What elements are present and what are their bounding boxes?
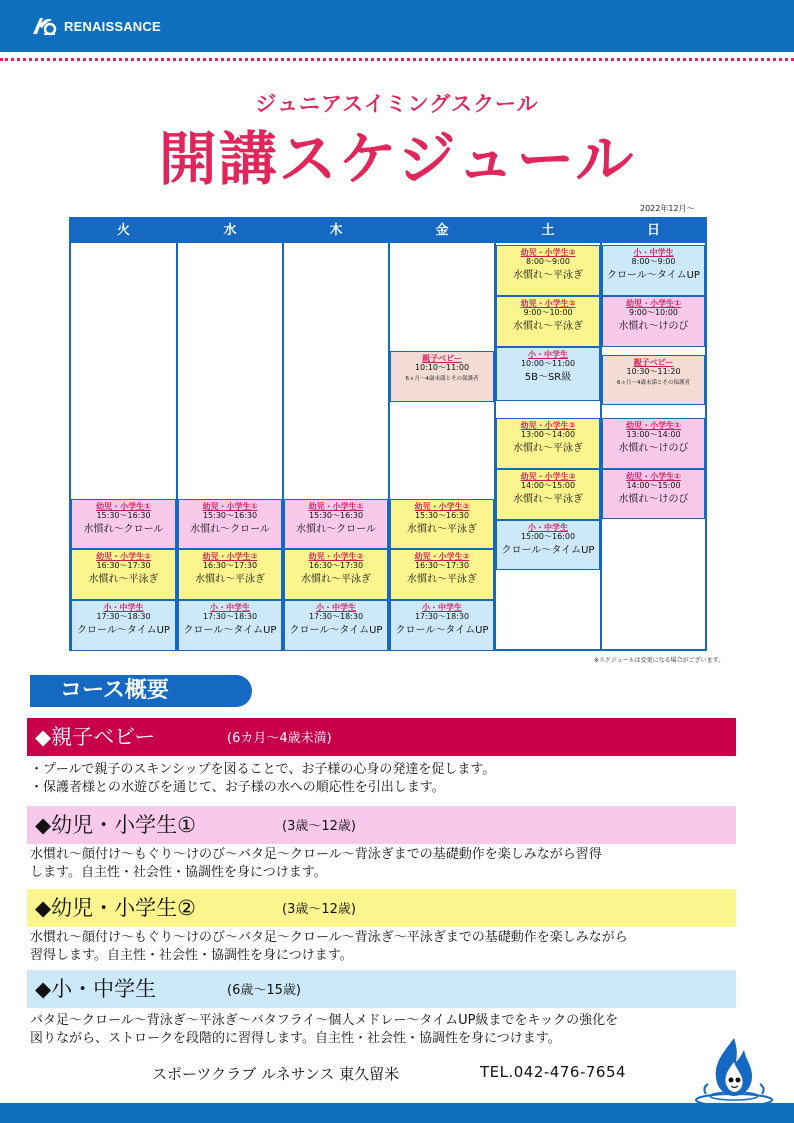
- class-course: 水慣れ～クロール: [190, 524, 270, 535]
- class-title: 幼児・小学生①: [626, 421, 681, 430]
- class-course: クロール～タイムUP: [395, 625, 489, 636]
- club-name: スポーツクラブ ルネサンス 東久留米: [152, 1065, 400, 1083]
- class-block: [496, 520, 600, 570]
- course-ages: (6歳～15歳): [227, 983, 301, 998]
- class-course: 水慣れ～平泳ぎ: [513, 321, 583, 332]
- class-time: 13:00～14:00: [520, 430, 576, 439]
- class-block: [71, 600, 176, 651]
- class-time: 14:00～15:00: [520, 481, 576, 490]
- class-time: 15:30～16:30: [96, 511, 151, 520]
- class-block: [602, 418, 705, 469]
- schedule-note: ※スケジュールは変更になる場合がございます。: [594, 657, 725, 664]
- class-title: 小・中学生: [316, 603, 356, 612]
- class-title: 幼児・小学生②: [96, 552, 151, 561]
- class-block: [602, 296, 705, 347]
- class-block: [496, 469, 600, 520]
- club-phone: TEL.042-476-7654: [480, 1063, 627, 1081]
- class-title: 小・中学生: [210, 603, 250, 612]
- class-title: 小・中学生: [422, 603, 462, 612]
- class-time: 15:00～16:00: [520, 532, 576, 541]
- course-bar-student: [27, 970, 736, 1008]
- day-header-wed: 水: [178, 219, 282, 243]
- class-time: 9:00～10:00: [523, 308, 573, 317]
- class-course: 水慣れ～平泳ぎ: [513, 270, 583, 281]
- class-block: [602, 355, 705, 405]
- class-time: 15:30～16:30: [202, 511, 258, 520]
- class-time: 16:30～17:30: [96, 561, 151, 570]
- class-block: [178, 549, 282, 600]
- description-line: 習得します。自主性・社会性・協調性を身につけます。: [30, 948, 353, 963]
- class-block: [602, 469, 705, 519]
- class-course: 水慣れ～平泳ぎ: [195, 574, 265, 585]
- description-line: ・保護者様との水遊びを通じて、お子様の水への順応性を引出します。: [30, 780, 445, 795]
- class-course: 水慣れ～平泳ぎ: [407, 524, 477, 535]
- class-time: 10:10～11:00: [414, 363, 470, 372]
- class-course: 水慣れ～クロール: [296, 524, 376, 535]
- class-title: 幼児・小学生②: [202, 552, 258, 561]
- description-line: 図りながら、ストロークを段階的に習得します。自主性・社会性・協調性を身につけます。: [30, 1031, 561, 1046]
- class-title: 幼児・小学生②: [414, 502, 470, 511]
- course-ages: (3歳～12歳): [282, 902, 356, 917]
- class-course: 水慣れ～平泳ぎ: [513, 443, 583, 454]
- course-bar-infant-1: [27, 806, 736, 844]
- brand-name: RENAISSANCE: [64, 18, 161, 34]
- class-block: [602, 245, 705, 296]
- class-time: 16:30～17:30: [414, 561, 470, 570]
- course-name: ◆幼児・小学生①: [35, 813, 196, 837]
- course-name: ◆親子ベビー: [35, 725, 156, 749]
- class-title: 幼児・小学生①: [308, 502, 364, 511]
- class-time: 15:30～16:30: [308, 511, 364, 520]
- class-time: 17:30～18:30: [308, 612, 364, 621]
- brand-logo: [30, 14, 161, 38]
- class-time: 16:30～17:30: [202, 561, 258, 570]
- day-header-thu: 木: [284, 219, 388, 243]
- class-time: 17:30～18:30: [96, 612, 151, 621]
- class-block: [390, 600, 494, 651]
- course-description: [30, 761, 730, 797]
- description-line: します。自主性・社会性・協調性を身につけます。: [30, 865, 327, 880]
- description-line: バタ足～クロール～背泳ぎ～平泳ぎ～バタフライ～個人メドレー～タイムUP級までをキックの強化を: [30, 1013, 619, 1028]
- class-block: [496, 296, 600, 347]
- class-course: 水慣れ～平泳ぎ: [88, 574, 159, 585]
- dotted-divider: [0, 58, 794, 61]
- day-header-tue: 火: [71, 219, 176, 243]
- top-bar: [0, 0, 794, 52]
- class-course: 水慣れ～クロール: [83, 524, 164, 535]
- course-description: [30, 1012, 730, 1048]
- course-description: [30, 929, 730, 965]
- class-course: 水慣れ～けのび: [618, 443, 689, 454]
- class-time: 15:30～16:30: [414, 511, 470, 520]
- class-block: [496, 418, 600, 469]
- day-header-sun: 日: [602, 219, 705, 243]
- class-time: 8:00～9:00: [526, 257, 570, 266]
- flame-mascot-icon: [694, 1036, 778, 1108]
- class-title: 幼児・小学生②: [520, 299, 576, 308]
- class-course: クロール～タイムUP: [77, 625, 170, 636]
- class-block: [284, 499, 388, 549]
- class-title: 幼児・小学生②: [520, 421, 576, 430]
- course-description: [30, 846, 730, 882]
- course-bar-baby: [27, 718, 736, 756]
- class-course: 水慣れ～けのび: [618, 494, 689, 505]
- class-course: 水慣れ～けのび: [618, 321, 689, 332]
- class-course: 水慣れ～平泳ぎ: [301, 574, 371, 585]
- class-title: 小・中学生: [633, 248, 674, 257]
- class-course: 5B～SR級: [524, 372, 572, 383]
- class-course: クロール～タイムUP: [501, 545, 595, 556]
- schedule-table: [69, 217, 707, 651]
- class-time: 14:00～15:00: [626, 481, 681, 490]
- course-name: ◆小・中学生: [35, 977, 157, 1001]
- course-name: ◆幼児・小学生②: [35, 896, 196, 920]
- class-course: クロール～タイムUP: [183, 625, 277, 636]
- class-title: 幼児・小学生②: [520, 472, 576, 481]
- day-header-fri: 金: [390, 219, 494, 243]
- class-course: 水慣れ～平泳ぎ: [407, 574, 477, 585]
- schedule-date: 2022年12月～: [640, 204, 695, 213]
- day-header-sat: 土: [496, 219, 600, 243]
- class-block: [390, 351, 494, 402]
- renaissance-logo-icon: [30, 14, 58, 38]
- class-block: [178, 499, 282, 549]
- class-title: 幼児・小学生②: [520, 248, 576, 257]
- class-course: 水慣れ～平泳ぎ: [513, 494, 583, 505]
- overview-heading: [30, 675, 252, 707]
- overview-title: コース概要: [60, 678, 169, 703]
- page-subtitle: ジュニアスイミングスクール: [255, 92, 539, 116]
- class-block: [496, 347, 600, 401]
- class-title: 小・中学生: [528, 350, 568, 359]
- class-title: 親子ベビー: [633, 358, 674, 367]
- class-block: [390, 549, 494, 600]
- class-time: 10:00～11:00: [520, 359, 576, 368]
- class-note: 6ヵ月～4歳未満とその保護者: [405, 376, 479, 382]
- course-ages: (3歳～12歳): [282, 819, 356, 834]
- class-time: 16:30～17:30: [308, 561, 364, 570]
- class-block: [71, 549, 176, 600]
- class-title: 幼児・小学生②: [308, 552, 364, 561]
- class-time: 13:00～14:00: [626, 430, 681, 439]
- bottom-bar: [0, 1103, 794, 1123]
- class-block: [284, 549, 388, 600]
- class-block: [284, 600, 388, 651]
- class-title: 幼児・小学生①: [202, 502, 258, 511]
- class-title: 幼児・小学生①: [626, 299, 681, 308]
- course-ages: (6カ月～4歳未満): [227, 731, 332, 746]
- class-title: 幼児・小学生②: [414, 552, 470, 561]
- class-block: [496, 245, 600, 296]
- course-bar-infant-2: [27, 889, 736, 927]
- class-time: 10:30～11:20: [626, 367, 681, 376]
- description-line: 水慣れ～顔付け～もぐり～けのび～バタ足～クロール～背泳ぎまでの基礎動作を楽しみながら習得: [30, 847, 602, 862]
- page-title: 開講スケジュール: [158, 125, 636, 193]
- class-note: 6ヵ月～4歳未満とその保護者: [617, 380, 690, 386]
- class-course: クロール～タイムUP: [289, 625, 383, 636]
- class-time: 8:00～9:00: [631, 257, 676, 266]
- class-course: クロール～タイムUP: [607, 270, 700, 281]
- class-block: [390, 499, 494, 549]
- class-time: 9:00～10:00: [628, 308, 679, 317]
- class-title: 親子ベビー: [422, 354, 462, 363]
- class-title: 小・中学生: [528, 523, 568, 532]
- class-time: 17:30～18:30: [414, 612, 470, 621]
- class-block: [71, 499, 176, 549]
- description-line: 水慣れ～顔付け～もぐり～けのび～バタ足～クロール～背泳ぎ～平泳ぎまでの基礎動作を楽しみながら: [30, 930, 628, 945]
- class-title: 幼児・小学生①: [626, 472, 681, 481]
- description-line: ・プールで親子のスキンシップを図ることで、お子様の心身の発達を促します。: [30, 762, 496, 777]
- class-time: 17:30～18:30: [202, 612, 258, 621]
- class-title: 幼児・小学生①: [96, 502, 151, 511]
- class-block: [178, 600, 282, 651]
- class-title: 小・中学生: [103, 603, 144, 612]
